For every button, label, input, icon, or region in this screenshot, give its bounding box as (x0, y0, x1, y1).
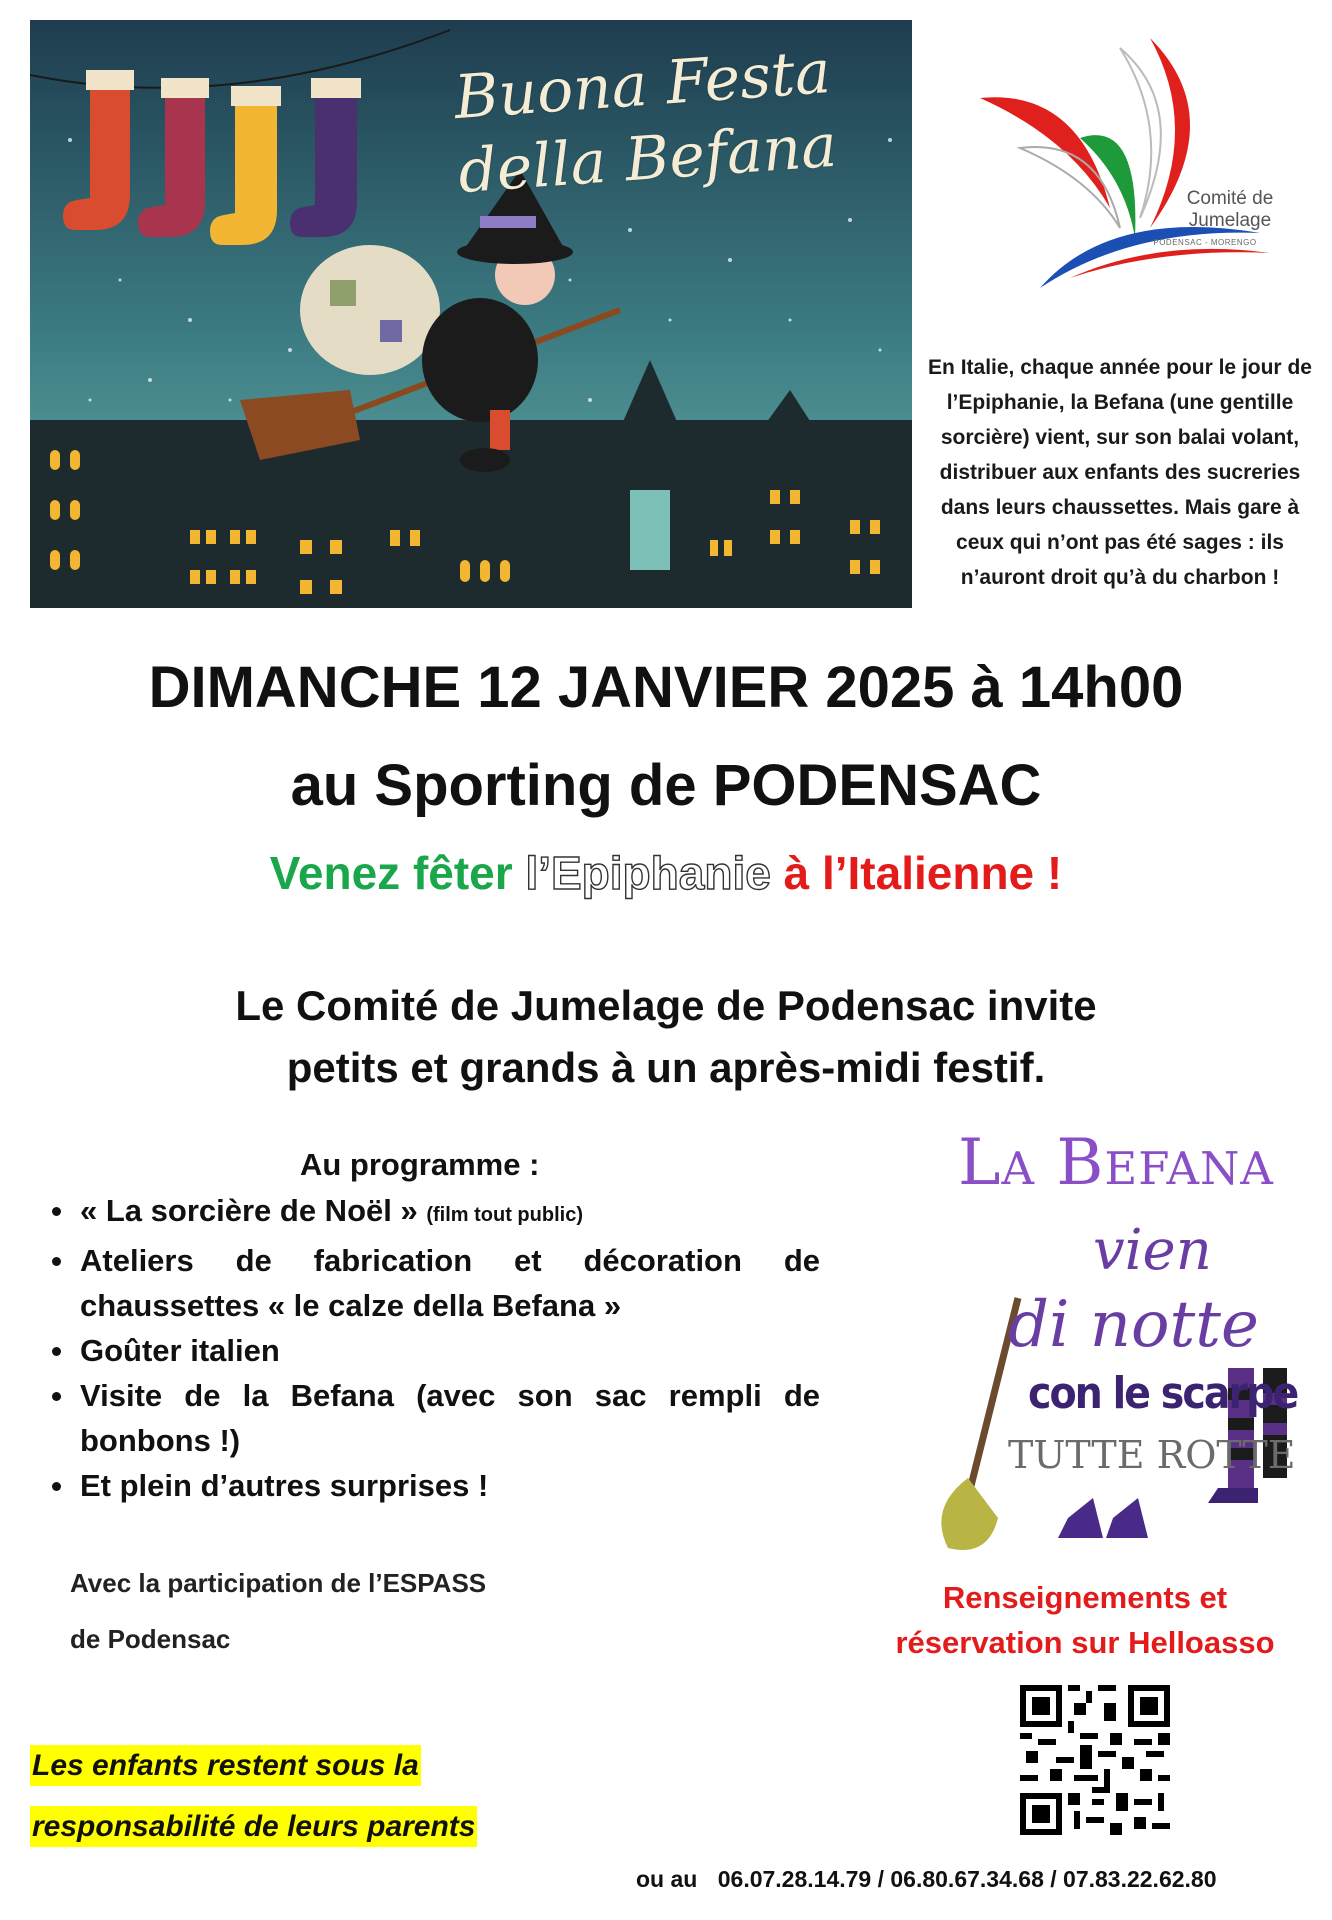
partner-line2: de Podensac (70, 1624, 231, 1654)
booking-line2: réservation sur Helloasso (895, 1625, 1275, 1660)
programme-title: Au programme : (300, 1147, 540, 1182)
artwork-line4: con le scarpe (1028, 1368, 1298, 1419)
tagline-part3: à l’Italienne ! (783, 847, 1063, 899)
logo-name (1170, 188, 1290, 232)
contact-phone-numbers[interactable]: 06.07.28.14.79 / 06.80.67.34.68 / 07.83.22.62.80 (717, 1866, 1217, 1892)
invitation-line2: petits et grands à un après-midi festif. (286, 1044, 1046, 1091)
partner-credit (70, 1555, 570, 1667)
programme-item: Visite de la Befana (avec son sac rempli de bonbons !) (50, 1373, 820, 1463)
logo-subtitle: PODENSAC - MORENGO (1153, 238, 1257, 247)
programme-item-film-note: (film tout public) (426, 1204, 583, 1226)
artwork-line1: La Befana (958, 1126, 1274, 1200)
programme-item: Goûter italien (50, 1328, 820, 1373)
programme-list (50, 1188, 820, 1508)
invitation-line1: Le Comité de Jumelage de Podensac invite (235, 982, 1097, 1029)
booking-line1: Renseignements et (942, 1580, 1228, 1615)
intro-paragraph: En Italie, chaque année pour le jour de l’Epiphanie, la Befana (une gentille sorcière) vient, sur son balai volant, distribuer aux enfants des sucreries dans leurs chaussettes. Mais gare à ceux qui n’ont pas été sages : ils n’auront droit qu’à du charbon ! (928, 356, 1312, 589)
logo-swooshes (960, 28, 1290, 298)
booking-info (850, 1575, 1320, 1665)
event-tagline (0, 846, 1332, 900)
invitation-text (0, 975, 1332, 1099)
tagline-part1: Venez fêter (269, 847, 513, 899)
artwork-line2: vien (1093, 1218, 1212, 1283)
parental-responsibility-notice (30, 1735, 477, 1857)
notice-line2: responsabilité de leurs parents (30, 1806, 477, 1847)
comite-de-jumelage-logo (960, 28, 1290, 298)
befana-poem-artwork (928, 1118, 1318, 1558)
artwork-line3: di notte (1008, 1288, 1259, 1362)
hero-illustration (30, 20, 912, 608)
hero-title-line1: Buona Festa (451, 37, 833, 134)
tagline-part2: l’Epiphanie (525, 847, 771, 899)
programme-item: Et plein d’autres surprises ! (50, 1463, 820, 1508)
helloasso-qr-code[interactable] (1020, 1685, 1170, 1835)
partner-line1: Avec la participation de l’ESPASS (70, 1568, 487, 1598)
logo-name-line2: Jumelage (1188, 210, 1272, 231)
programme-item: Ateliers de fabrication et décoration de chaussettes « le calze della Befana » (50, 1238, 820, 1328)
contact-lead: ou au (636, 1866, 698, 1892)
hero-title-line2: della Befana (456, 110, 840, 208)
contact-phones (636, 1866, 1217, 1893)
programme-item-film: « La sorcière de Noël » (80, 1193, 418, 1228)
artwork-line5: TUTTE ROTTE (1008, 1433, 1296, 1477)
notice-line1: Les enfants restent sous la (30, 1745, 421, 1786)
event-date: DIMANCHE 12 JANVIER 2025 à 14h00 (148, 655, 1184, 720)
event-venue: au Sporting de PODENSAC (290, 753, 1042, 818)
programme-item (50, 1188, 820, 1238)
logo-name-line1: Comité de (1186, 188, 1274, 209)
